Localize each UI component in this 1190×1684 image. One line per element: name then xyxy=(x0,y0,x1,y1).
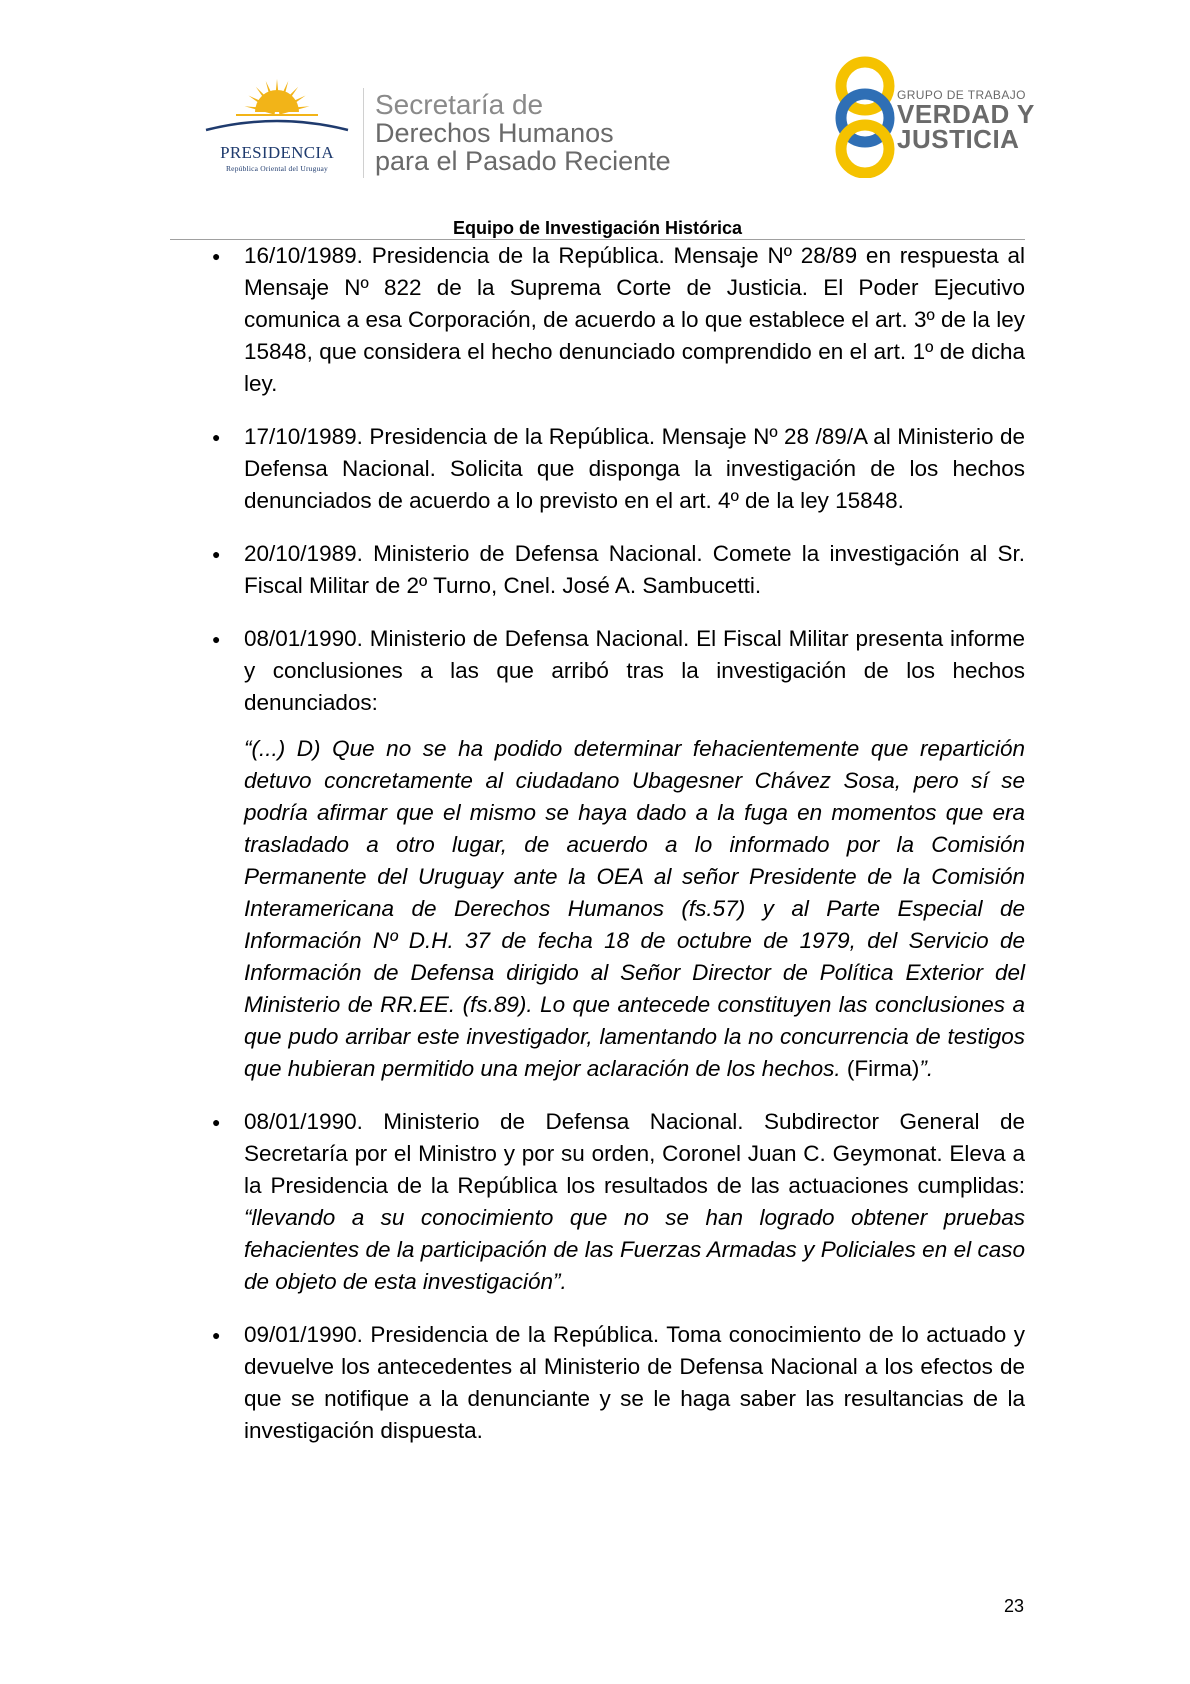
quote-signature: (Firma) xyxy=(840,1056,920,1081)
logo-divider xyxy=(363,88,364,178)
sun-icon xyxy=(196,78,358,144)
quote-end: ”. xyxy=(919,1056,934,1081)
entry-text-quote: “llevando a su conocimiento que no se han logrado obtener pruebas fehacientes de la participación de las Fuerzas Armadas y Policiales en el caso de objeto de esta investigación”. xyxy=(244,1205,1025,1294)
grupo-line1: GRUPO DE TRABAJO xyxy=(897,88,1026,102)
entry-text: 16/10/1989. Presidencia de la República. Mensaje Nº 28/89 en respuesta al Mensaje Nº 822 de la Suprema Corte de Justicia. El Poder Ejecutivo comunica a esa Corporación, de acuerdo a lo que establece el art. 3º de la ley 15848, que considera el hecho denunciado comprendido en el art. 1º de dicha ley. xyxy=(244,243,1025,396)
presidencia-logo xyxy=(196,78,358,178)
bullet-icon: ● xyxy=(212,429,221,445)
presidencia-subtitle: República Oriental del Uruguay xyxy=(225,164,328,173)
list-item xyxy=(210,1319,1025,1447)
verdad-justicia-text xyxy=(897,88,1035,152)
quoted-conclusion xyxy=(244,733,1025,1085)
entry-text: 20/10/1989. Ministerio de Defensa Nacional. Comete la investigación al Sr. Fiscal Militar de 2º Turno, Cnel. José A. Sambucetti. xyxy=(244,541,1025,598)
entry-text-main: 08/01/1990. Ministerio de Defensa Nacional. Subdirector General de Secretaría por el Ministro y por su orden, Coronel Juan C. Geymonat. Eleva a la Presidencia de la República los resultados de las actuaciones cumplidas: xyxy=(244,1109,1025,1198)
list-item xyxy=(210,240,1025,400)
list-item xyxy=(210,538,1025,602)
entry-text: 08/01/1990. Ministerio de Defensa Nacional. El Fiscal Militar presenta informe y conclusiones a las que arribó tras la investigación de los hechos denunciados: xyxy=(244,626,1025,715)
quote-text: “(...) D) Que no se ha podido determinar fehacientemente que repartición detuvo concretamente al ciudadano Ubagesner Chávez Sosa, pero sí se podría afirmar que el mismo se haya dado a la fuga en momentos que era trasladado a otro lugar, de acuerdo a lo informado por la Comisión Permanente del Uruguay ante la OEA al señor Presidente de la Comisión Interamericana de Derechos Humanos (fs.57) y al Parte Especial de Información Nº D.H. 37 de fecha 18 de octubre de 1979, del Servicio de Información de Defensa dirigido al Señor Director de Política Exterior del Ministerio de RR.EE. (fs.89). Lo que antecede constituyen las conclusiones a que pudo arribar este investigador, lamentando la no concurrencia de testigos que hubieran permitido una mejor aclaración de los hechos. xyxy=(244,736,1025,1081)
bullet-icon: ● xyxy=(212,1327,221,1343)
list-item xyxy=(210,421,1025,517)
bullet-icon: ● xyxy=(212,631,221,647)
grupo-line3: JUSTICIA xyxy=(897,124,1020,154)
entry-text: 17/10/1989. Presidencia de la República. Mensaje Nº 28 /89/A al Ministerio de Defensa Nacional. Solicita que disponga la investigación de los hechos denunciados de acuerdo a lo previsto en el art. 4º de la ley 15848. xyxy=(244,424,1025,513)
secretaria-logo-text xyxy=(375,90,671,175)
secretaria-line1: Secretaría de xyxy=(375,89,544,120)
list-item xyxy=(210,623,1025,1085)
entry-text xyxy=(244,1106,1025,1298)
page-number: 23 xyxy=(1003,1596,1024,1616)
secretaria-line2: Derechos Humanos xyxy=(375,118,614,148)
document-body xyxy=(210,240,1025,1468)
header-caption: Equipo de Investigación Histórica xyxy=(452,218,743,238)
bullet-icon: ● xyxy=(212,248,221,264)
presidencia-name: PRESIDENCIA xyxy=(220,143,334,162)
grupo-line2: VERDAD Y xyxy=(897,99,1035,129)
bullet-icon: ● xyxy=(212,546,221,562)
list-item xyxy=(210,1106,1025,1298)
page-header xyxy=(0,0,1190,250)
bullet-icon: ● xyxy=(212,1114,221,1130)
entry-text: 09/01/1990. Presidencia de la República. Toma conocimiento de lo actuado y devuelve los antecedentes al Ministerio de Defensa Nacional a los efectos de que se notifique a la denunciante y se le haga saber las resultancias de la investigación dispuesta. xyxy=(244,1322,1025,1443)
secretaria-line3: para el Pasado Reciente xyxy=(375,146,671,176)
